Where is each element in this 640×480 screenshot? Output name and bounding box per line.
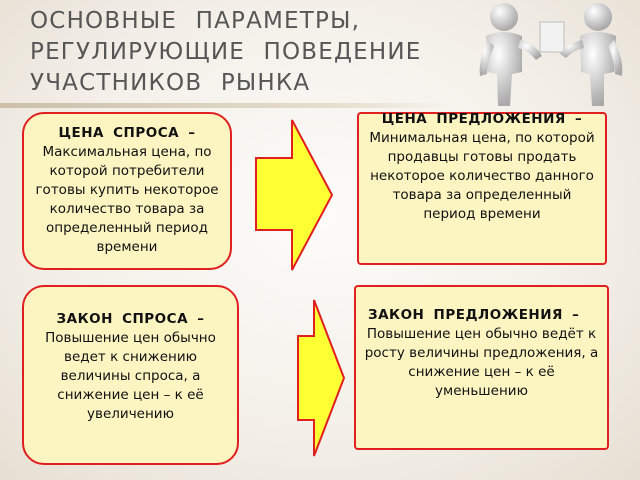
demand-law-heading: ЗАКОН СПРОСА – (56, 311, 205, 327)
supply-law-definition: Повышение цен обычно ведёт к росту величины предложения, а снижение цен – к её уменьшению (364, 326, 599, 399)
supply-price-heading: ЦЕНА ПРЕДЛОЖЕНИЯ – (381, 111, 583, 127)
supply-law-heading: ЗАКОН ПРЕДЛОЖЕНИЯ – (368, 307, 580, 323)
supply-price-card (357, 112, 607, 265)
demand-law-definition: Повышение цен обычно ведет к снижению величины спроса, а снижение цен – к её увеличению (45, 330, 216, 422)
demand-law-card (22, 285, 239, 465)
slide-title (30, 6, 490, 99)
right-block-arrow-icon (296, 298, 346, 458)
demand-price-definition: Максимальная цена, по которой потребители готовы купить некоторое количество товара за определенный период времени (35, 144, 219, 255)
supply-price-definition: Минимальная цена, по которой продавцы готовы продать некоторое количество данного товара за определенный период времени (369, 130, 595, 222)
slide-title-line-3: УЧАСТНИКОВ РЫНКА (30, 70, 311, 96)
two-figures-exchanging-document-icon (466, 0, 636, 108)
title-underline (0, 103, 455, 108)
slide-title-line-2: РЕГУЛИРУЮЩИЕ ПОВЕДЕНИЕ (30, 39, 422, 65)
slide-title-line-1: ОСНОВНЫЕ ПАРАМЕТРЫ, (30, 8, 361, 34)
supply-law-card (354, 285, 609, 450)
demand-price-card (22, 112, 232, 270)
demand-price-heading: ЦЕНА СПРОСА – (58, 125, 196, 141)
right-block-arrow-icon (254, 118, 334, 273)
